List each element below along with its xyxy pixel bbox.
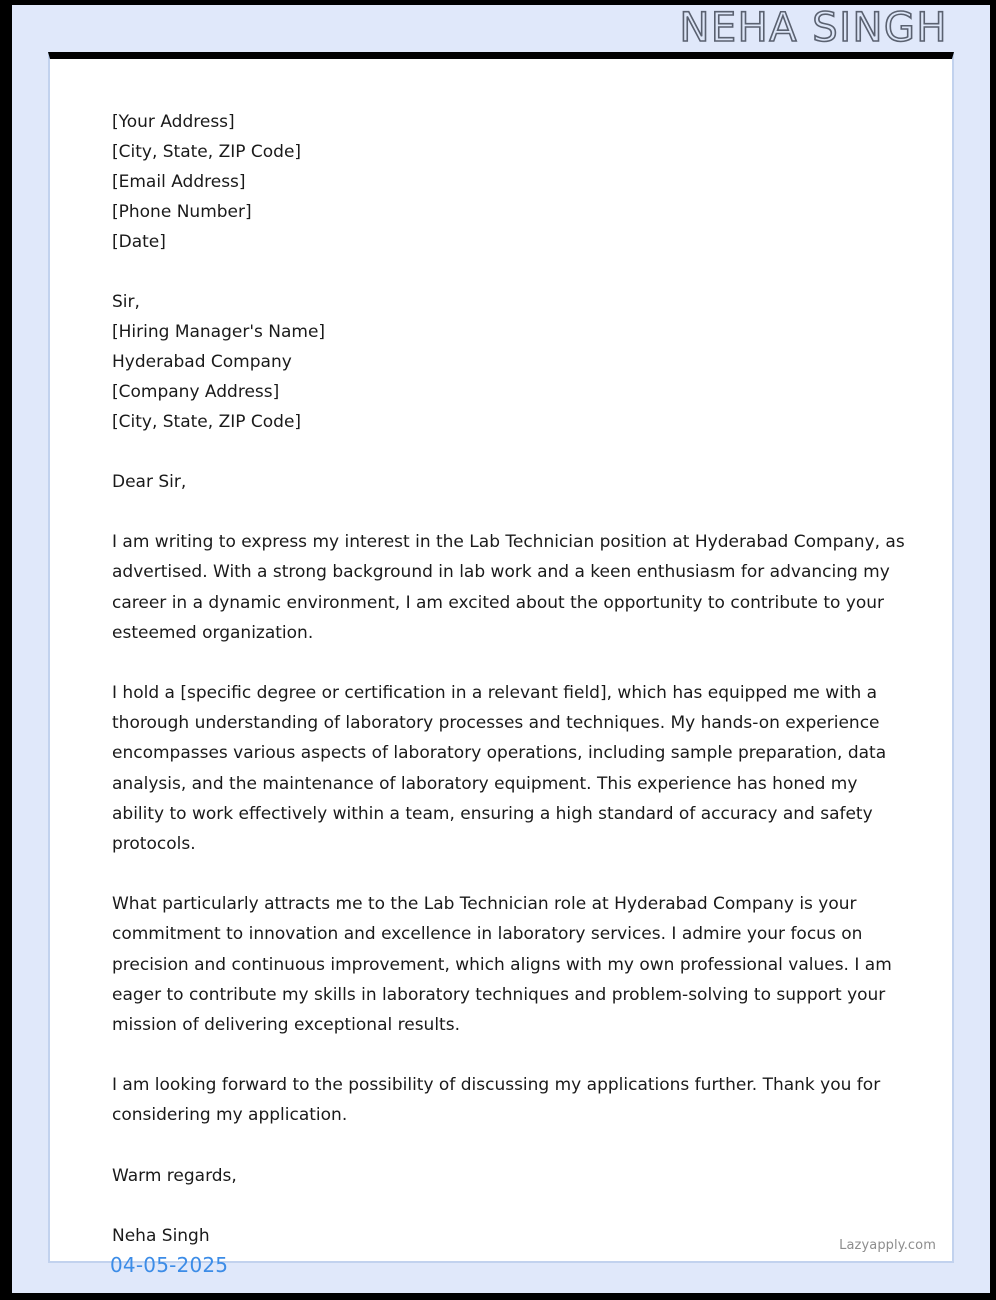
document-header <box>12 5 990 52</box>
lazyapply-watermark: Lazyapply.com <box>839 1238 936 1253</box>
recipient-salutation-line: Sir, <box>112 292 140 312</box>
sender-phone: [Phone Number] <box>112 202 252 222</box>
recipient-block <box>112 287 912 437</box>
letter-page <box>48 52 954 1263</box>
spacer-after-recipient <box>112 437 912 467</box>
letter-paragraph-2: I hold a [specific degree or certification in a relevant field], which has equipped me with a thorough understanding of laboratory processes and techniques. My hands-on experience encompasses various aspects of laboratory operations, including sample preparation, data analysis, and the maintenance of laboratory equipment. This experience has honed my ability to work effectively within a team, ensuring a high standard of accuracy and safety protocols. <box>112 683 887 855</box>
letter-paragraph-1: I am writing to express my interest in the Lab Technician position at Hyderabad Company, as advertised. With a strong background in lab work and a keen enthusiasm for advancing my career in a dynamic environment, I am excited about the opportunity to contribute to your esteemed organization. <box>112 532 905 643</box>
letter-paragraph-3: What particularly attracts me to the Lab Technician role at Hyderabad Company is your commitment to innovation and excellence in laboratory services. I admire your focus on precision and continuous improvement, which aligns with my own professional values. I am eager to contribute my skills in laboratory techniques and problem-solving to support your mission of delivering exceptional results. <box>112 894 892 1036</box>
letter-greeting: Dear Sir, <box>112 472 187 492</box>
sender-address: [Your Address] <box>112 112 235 132</box>
letter-signature: Neha Singh <box>112 1225 210 1246</box>
letter-paragraph-4: I am looking forward to the possibility of discussing my applications further. Thank you for considering my application. <box>112 1075 881 1126</box>
recipient-company: Hyderabad Company <box>112 352 292 372</box>
sender-date: [Date] <box>112 232 166 252</box>
document-canvas <box>12 5 990 1293</box>
spacer-after-sender <box>112 257 912 287</box>
applicant-name-heading: NEHA SINGH <box>679 5 948 51</box>
sender-city-state-zip: [City, State, ZIP Code] <box>112 142 302 162</box>
sender-address-block <box>112 107 912 257</box>
letter-content <box>112 107 912 1281</box>
letter-closing: Warm regards, <box>112 1165 237 1186</box>
sender-email: [Email Address] <box>112 172 246 192</box>
document-date: 04-05-2025 <box>110 1253 229 1277</box>
recipient-city-state-zip: [City, State, ZIP Code] <box>112 412 302 432</box>
recipient-company-address: [Company Address] <box>112 382 280 402</box>
recipient-manager-name: [Hiring Manager's Name] <box>112 322 326 342</box>
